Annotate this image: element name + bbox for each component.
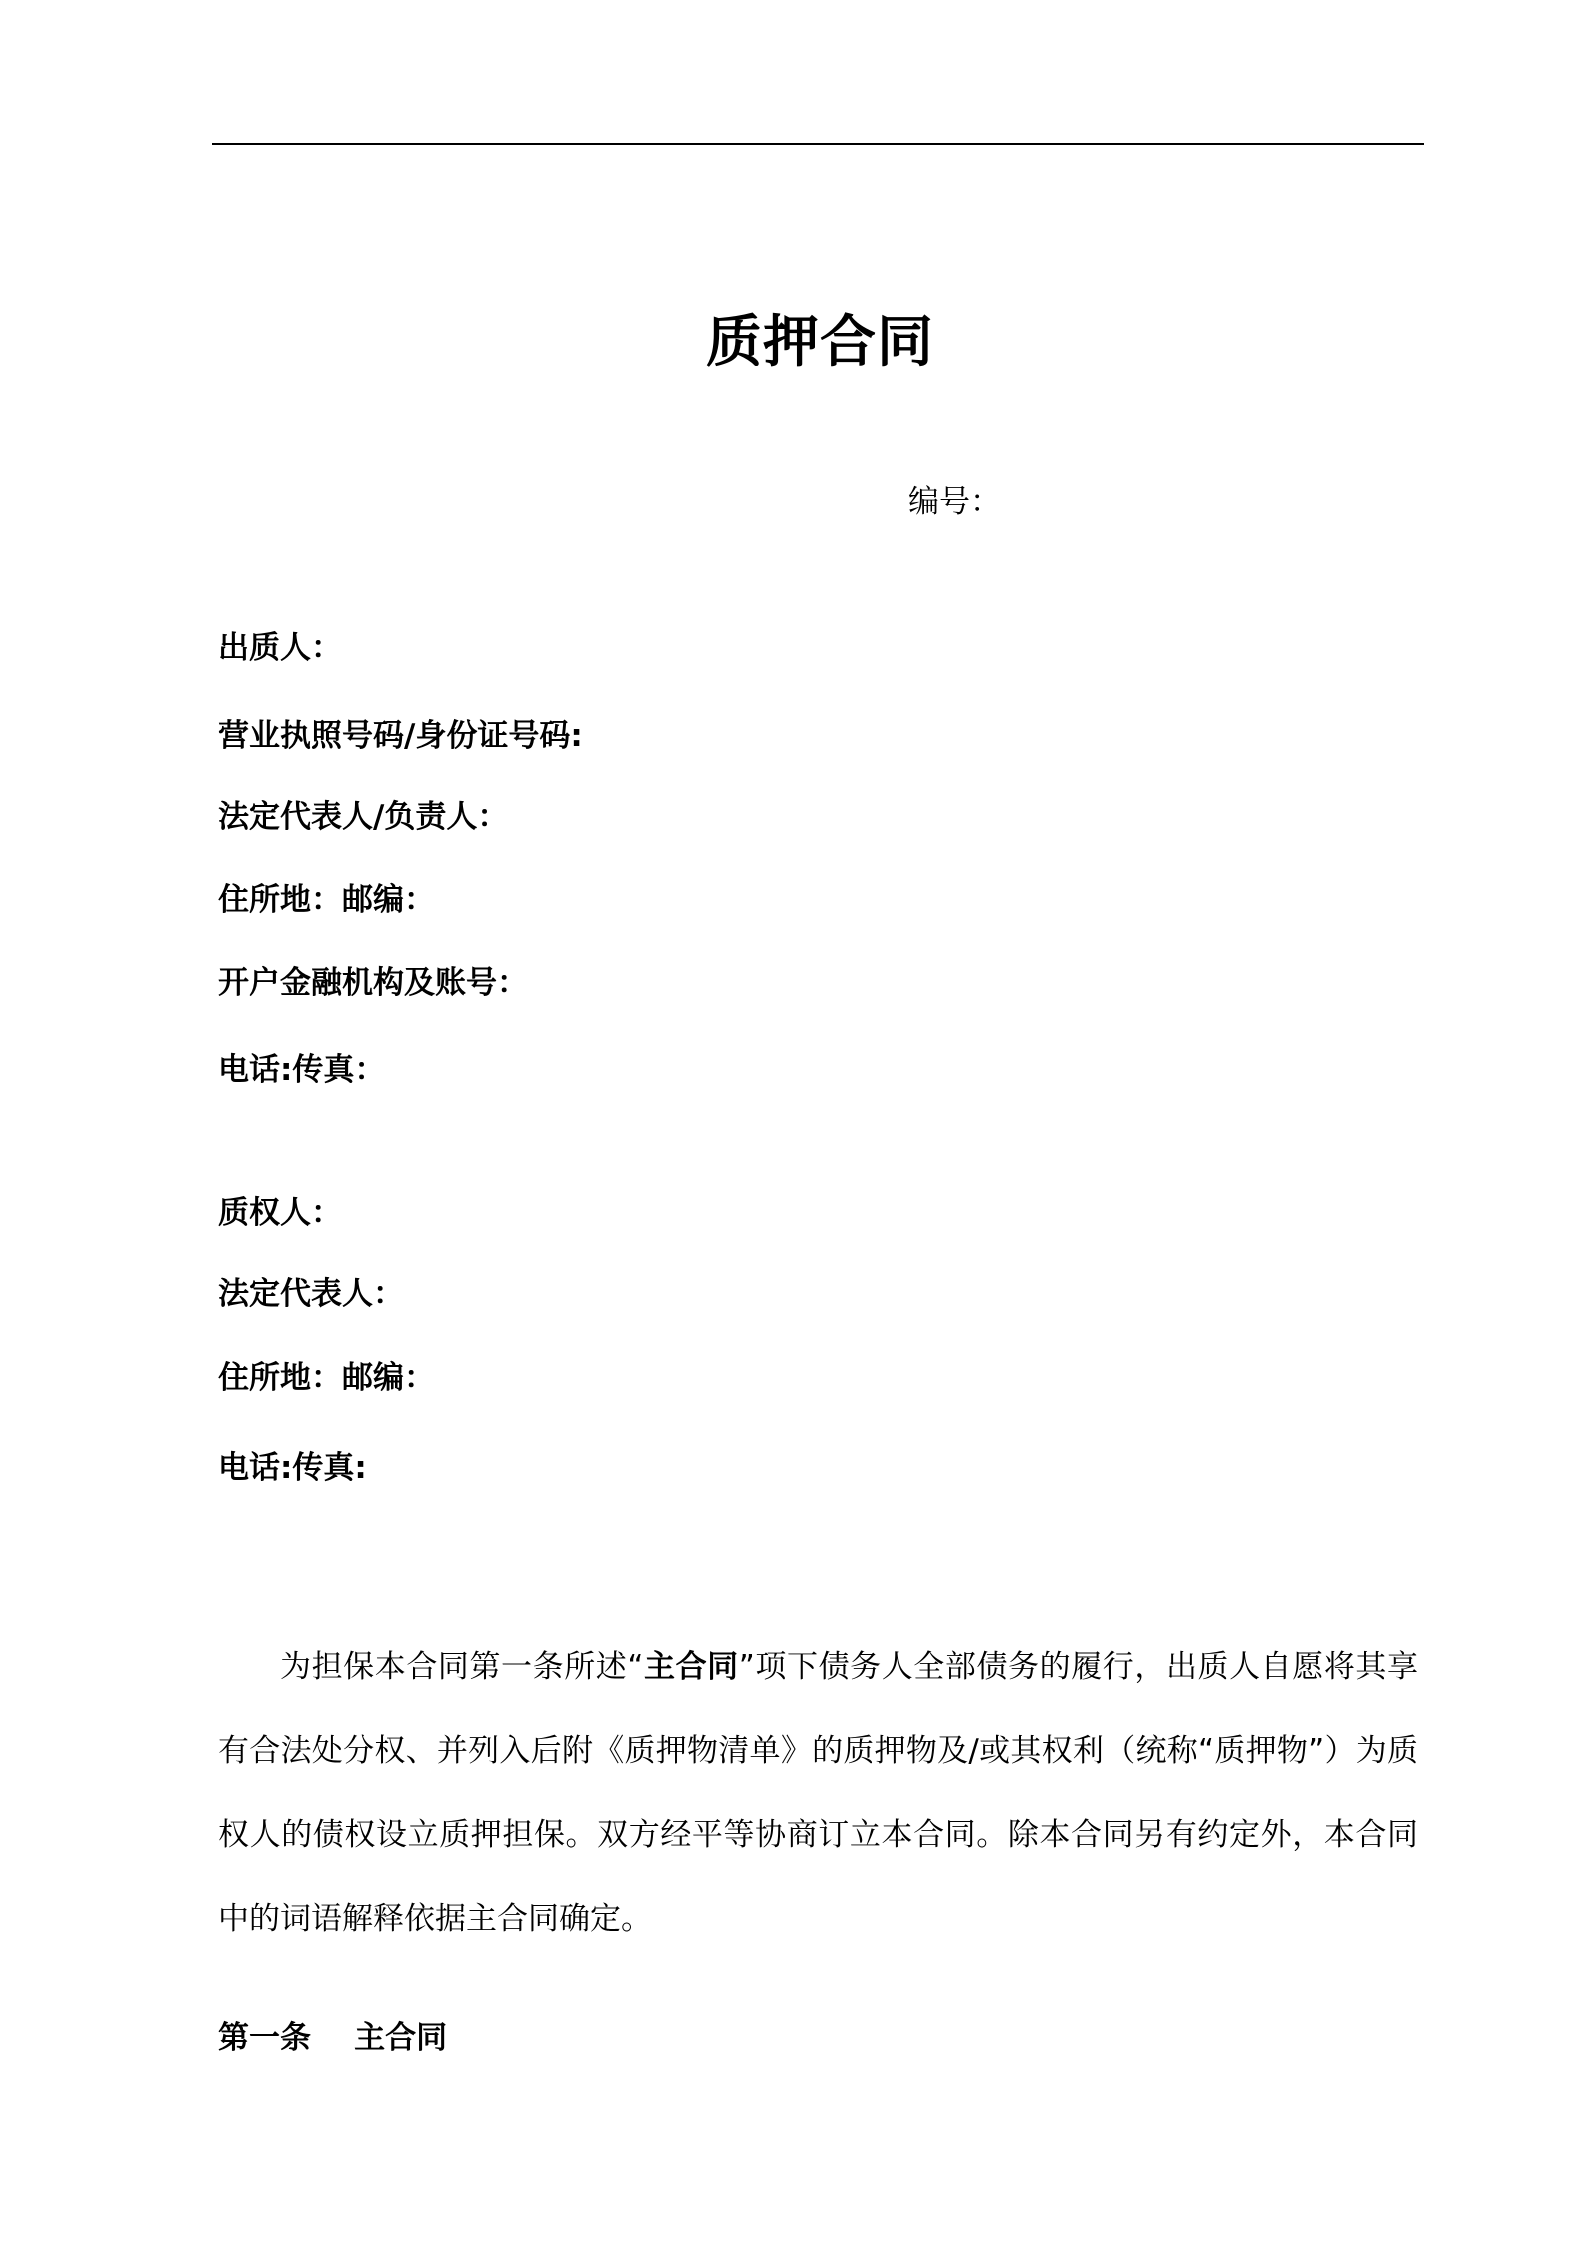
header-rule [212, 143, 1424, 145]
preamble-text-2: ”项下债务人全部债务的履行，出质人自愿将其享有合法处分权、并列入后附《质押物清单》的质押物及/或其权利（统称“质押物”）为质权人的债权设立质押担保。双方经平等协商订立本合同。除本合同另有约定外，本合同中的词语解释依据主合同确定。 [218, 1649, 1419, 1937]
pledgor-name-label: 出质人： [218, 630, 342, 666]
preamble-paragraph [218, 1625, 1418, 1961]
document-title: 质押合同 [706, 310, 934, 375]
pledgor-representative-label: 法定代表人/负责人： [218, 799, 509, 835]
pledgee-phone-fax-label: 电话:传真: [218, 1450, 367, 1486]
preamble-text-1: 为担保本合同第一条所述“ [280, 1649, 644, 1685]
pledgor-license-id-label: 营业执照号码/身份证号码: [218, 718, 583, 754]
article-1-title: 主合同 [354, 2020, 448, 2056]
pledgor-address-label: 住所地：邮编： [218, 882, 435, 918]
pledgee-representative-label: 法定代表人： [218, 1276, 404, 1312]
article-1-heading [218, 2018, 447, 2058]
pledgee-address-label: 住所地：邮编： [218, 1360, 435, 1396]
pledgor-phone-fax-label: 电话:传真： [218, 1052, 386, 1088]
pledgee-name-label: 质权人： [218, 1195, 342, 1231]
article-1-number: 第一条 [218, 2020, 311, 2056]
preamble-main-contract-term: 主合同 [643, 1649, 739, 1685]
pledgor-bank-account-label: 开户金融机构及账号： [218, 965, 528, 1001]
contract-number-label: 编号： [908, 484, 1001, 520]
